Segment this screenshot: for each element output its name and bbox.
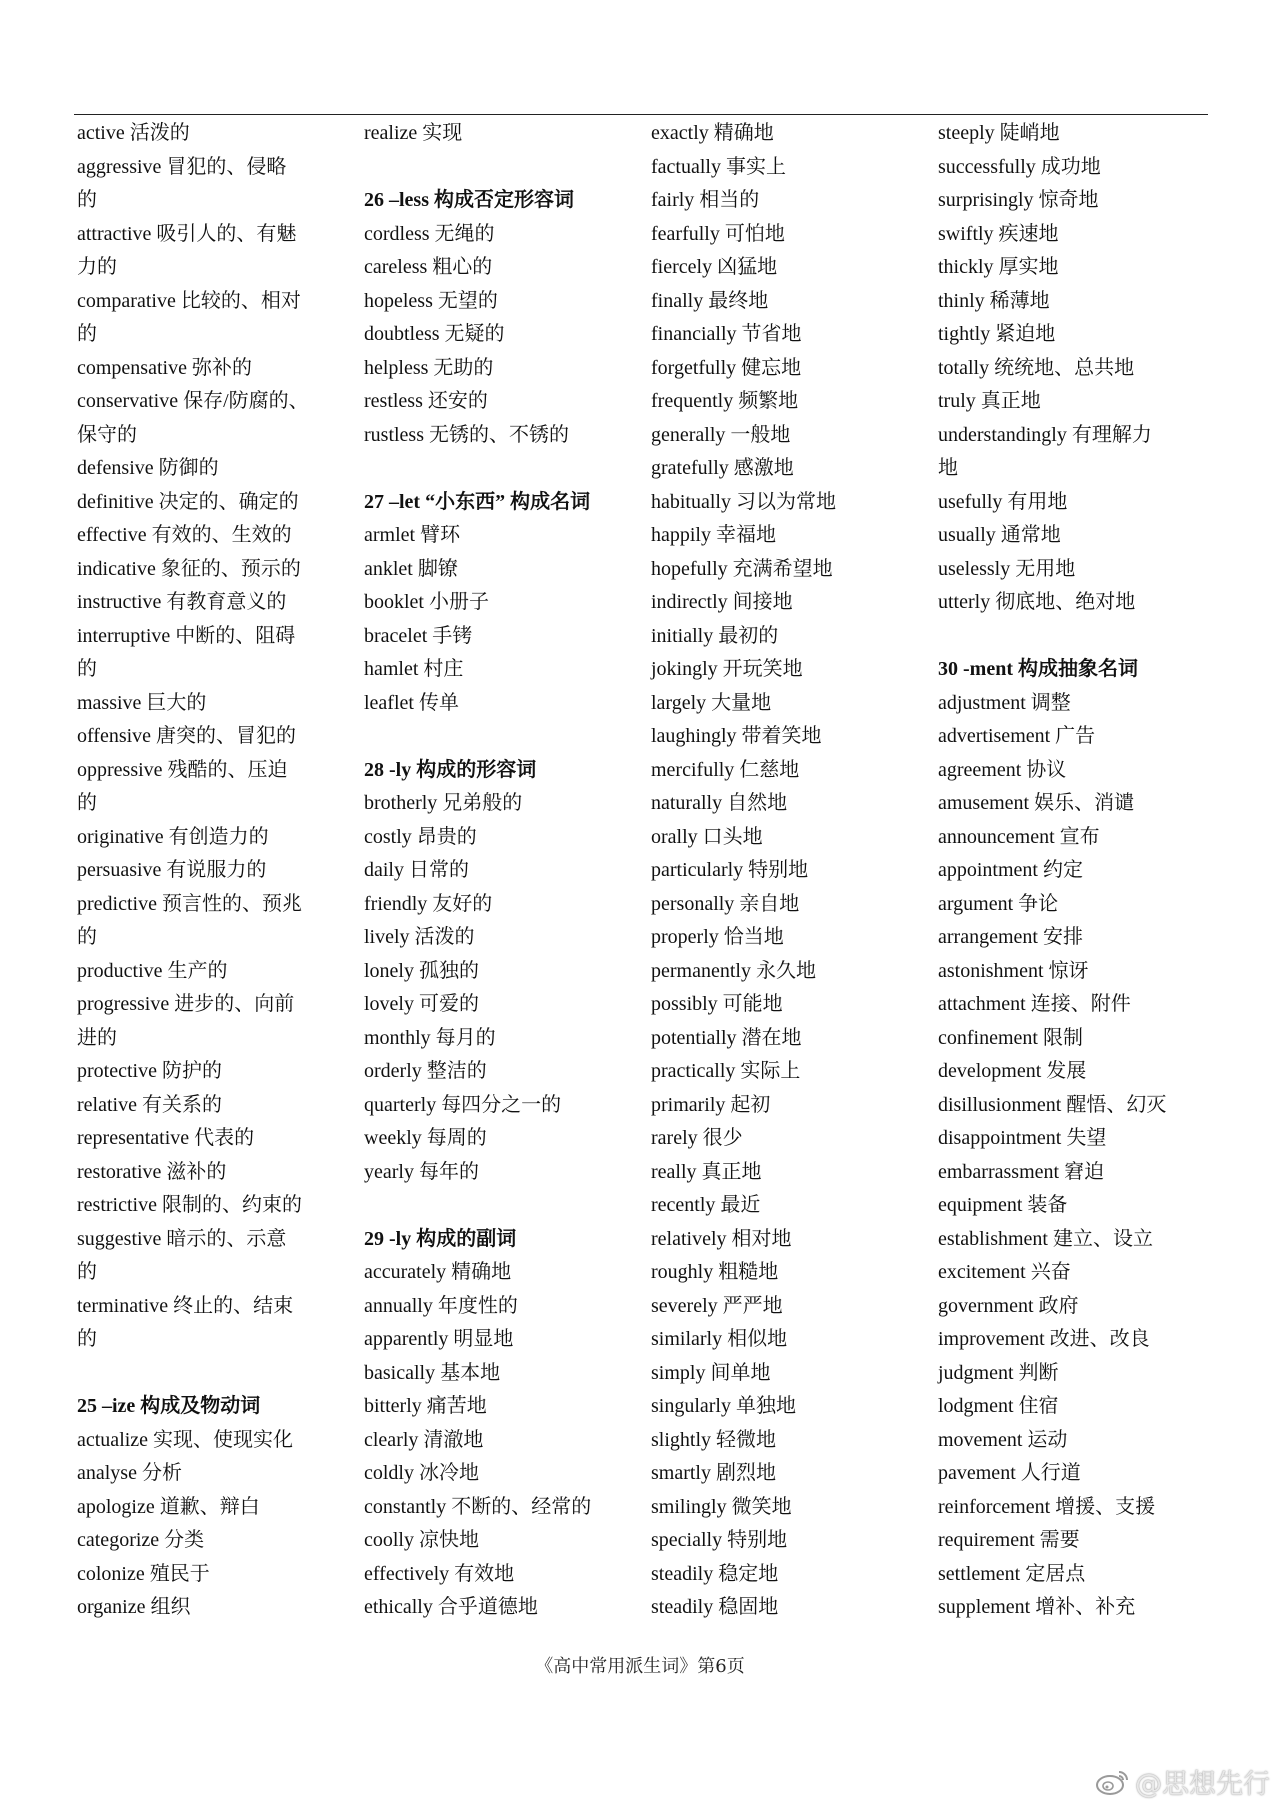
vocab-entry: disillusionment 醒悟、幻灭 (938, 1093, 1167, 1116)
vocab-entry: usefully 有用地 (938, 490, 1068, 513)
vocab-entry: smartly 剧烈地 (651, 1462, 776, 1484)
vocab-entry: exactly 精确地 (651, 122, 774, 144)
vocab-entry: organize 组织 (77, 1596, 191, 1618)
vocab-entry: analyse 分析 (77, 1462, 182, 1484)
vocab-entry: simply 间单地 (651, 1361, 771, 1384)
vocab-entry: development 发展 (938, 1060, 1087, 1082)
vocab-entry: actualize 实现、使现实化 (77, 1428, 294, 1451)
vocab-entry: recently 最近 (651, 1194, 761, 1216)
vocab-entry: advertisement 广告 (938, 725, 1096, 747)
vocab-entry: persuasive 有说服力的 (77, 859, 267, 881)
column-2 (364, 117, 639, 1625)
page-footer: 《高中常用派生词》第6页 (535, 1656, 745, 1677)
section-heading: 25 –ize 构成及物动词 (77, 1395, 261, 1417)
vocab-entry: orderly 整洁的 (364, 1060, 487, 1082)
vocab-entry: initially 最初的 (651, 624, 779, 647)
vocab-entry: cordless 无绳的 (364, 222, 495, 245)
vocab-entry: swiftly 疾速地 (938, 222, 1059, 245)
vocab-entry: constantly 不断的、经常的 (364, 1495, 592, 1518)
vocab-entry: finally 最终地 (651, 289, 769, 312)
vocab-entry: restrictive 限制的、约束的 (77, 1194, 302, 1216)
column-1 (77, 117, 352, 1625)
vocab-entry: jokingly 开玩笑地 (651, 658, 803, 680)
vocab-entry: largely 大量地 (651, 691, 772, 714)
vocab-entry: colonize 殖民于 (77, 1562, 210, 1585)
vocab-entry: apparently 明显地 (364, 1328, 514, 1350)
vocab-entry: doubtless 无疑的 (364, 323, 505, 345)
column-4 (938, 117, 1228, 1625)
vocab-entry: potentially 潜在地 (651, 1026, 802, 1049)
vocab-entry: relative 有关系的 (77, 1093, 222, 1116)
vocab-entry: restless 还安的 (364, 390, 488, 412)
vocab-entry: pavement 人行道 (938, 1462, 1081, 1484)
vocab-entry: announcement 宣布 (938, 825, 1100, 848)
vocab-entry: astonishment 惊讶 (938, 959, 1089, 982)
vocab-entry: judgment 判断 (938, 1361, 1059, 1384)
vocab-entry: careless 粗心的 (364, 256, 493, 278)
vocab-entry: steeply 陡峭地 (938, 122, 1060, 144)
vocab-entry: 的 (77, 792, 97, 814)
vocab-entry: frequently 频繁地 (651, 390, 799, 412)
vocab-entry: smilingly 微笑地 (651, 1495, 792, 1518)
vocab-entry: interruptive 中断的、阻碍 (77, 624, 296, 647)
vocab-entry: 的 (77, 189, 97, 211)
vocab-entry: protective 防护的 (77, 1060, 222, 1082)
vocab-entry: fairly 相当的 (651, 189, 760, 211)
vocab-entry: representative 代表的 (77, 1127, 255, 1149)
vocab-entry: helpless 无助的 (364, 356, 494, 379)
vocab-entry: excitement 兴奋 (938, 1261, 1071, 1283)
vocab-entry: settlement 定居点 (938, 1562, 1086, 1585)
vocab-entry: government 政府 (938, 1294, 1079, 1317)
vocab-entry: reinforcement 增援、支援 (938, 1495, 1156, 1518)
vocab-entry: fearfully 可怕地 (651, 222, 785, 245)
vocab-entry: weekly 每周的 (364, 1127, 487, 1149)
vocab-entry: attachment 连接、附件 (938, 993, 1131, 1015)
vocab-entry: oppressive 残酷的、压迫 (77, 758, 288, 781)
vocab-entry: arrangement 安排 (938, 926, 1083, 948)
vocab-entry: effective 有效的、生效的 (77, 524, 292, 546)
vocab-entry: improvement 改进、改良 (938, 1328, 1150, 1350)
vocab-entry: rarely 很少 (651, 1127, 743, 1149)
vocab-entry: armlet 臂环 (364, 524, 461, 546)
vocab-entry: offensive 唐突的、冒犯的 (77, 725, 297, 747)
vocab-entry: thickly 厚实地 (938, 256, 1059, 278)
vocab-entry: happily 幸福地 (651, 524, 776, 546)
vocab-entry: productive 生产的 (77, 959, 228, 982)
vocab-entry: hopeless 无望的 (364, 289, 498, 312)
vocab-entry: bitterly 痛苦地 (364, 1395, 487, 1417)
vocab-entry: comparative 比较的、相对 (77, 289, 301, 312)
vocab-entry: instructive 有教育意义的 (77, 591, 287, 613)
vocab-entry: clearly 清澈地 (364, 1428, 484, 1451)
vocab-entry: apologize 道歉、辩白 (77, 1495, 260, 1518)
top-rule (74, 114, 1208, 115)
vocab-entry: 进的 (77, 1026, 117, 1049)
vocab-entry: uselessly 无用地 (938, 557, 1076, 580)
vocab-entry: 的 (77, 323, 97, 345)
vocab-entry: financially 节省地 (651, 323, 802, 345)
vocab-entry: embarrassment 窘迫 (938, 1160, 1105, 1183)
vocab-entry: conservative 保存/防腐的、 (77, 390, 309, 412)
vocab-entry: movement 运动 (938, 1428, 1068, 1451)
vocab-entry: restorative 滋补的 (77, 1160, 227, 1183)
vocab-entry: fiercely 凶猛地 (651, 256, 778, 278)
column-3 (651, 117, 926, 1625)
vocab-entry: 力的 (77, 256, 117, 278)
vocab-entry: utterly 彻底地、绝对地 (938, 591, 1136, 613)
watermark (1095, 1762, 1270, 1801)
vocab-entry: 保守的 (77, 423, 137, 446)
vocab-entry: coldly 冰冷地 (364, 1462, 479, 1484)
vocab-entry: accurately 精确地 (364, 1261, 512, 1283)
section-heading: 28 -ly 构成的形容词 (364, 758, 537, 781)
vocab-entry: practically 实际上 (651, 1060, 801, 1082)
vocab-entry: 的 (77, 658, 97, 680)
blank-line (364, 720, 639, 754)
vocab-entry: 地 (938, 457, 958, 479)
vocab-entry: brotherly 兄弟般的 (364, 792, 523, 814)
vocab-entry: 的 (77, 926, 97, 948)
vocab-entry: definitive 决定的、确定的 (77, 490, 299, 513)
vocab-entry: appointment 约定 (938, 859, 1083, 881)
vocab-entry: lonely 孤独的 (364, 959, 479, 982)
vocab-entry: permanently 永久地 (651, 959, 816, 982)
vocab-entry: monthly 每月的 (364, 1026, 496, 1049)
vocab-entry: successfully 成功地 (938, 155, 1101, 178)
vocab-entry: quarterly 每四分之一的 (364, 1093, 562, 1116)
vocab-entry: coolly 凉快地 (364, 1529, 479, 1551)
vocab-entry: really 真正地 (651, 1160, 762, 1183)
vocab-entry: similarly 相似地 (651, 1328, 788, 1350)
vocab-entry: hamlet 村庄 (364, 658, 464, 680)
vocab-entry: primarily 起初 (651, 1093, 771, 1116)
vocab-entry: severely 严严地 (651, 1294, 783, 1317)
word-columns (77, 117, 1217, 1637)
vocab-entry: roughly 粗糙地 (651, 1261, 779, 1283)
vocab-entry: anklet 脚镣 (364, 557, 458, 580)
vocab-entry: properly 恰当地 (651, 926, 784, 948)
vocab-entry: steadily 稳固地 (651, 1596, 779, 1618)
blank-line (77, 1357, 352, 1391)
vocab-entry: compensative 弥补的 (77, 356, 252, 379)
vocab-entry: personally 亲自地 (651, 892, 800, 915)
vocab-entry: mercifully 仁慈地 (651, 758, 800, 781)
vocab-entry: amusement 娱乐、消谴 (938, 792, 1135, 814)
vocab-entry: argument 争论 (938, 892, 1059, 915)
vocab-entry: singularly 单独地 (651, 1395, 796, 1417)
vocab-entry: predictive 预言性的、预兆 (77, 892, 302, 915)
vocab-entry: leaflet 传单 (364, 691, 459, 714)
vocab-entry: aggressive 冒犯的、侵略 (77, 155, 287, 178)
vocab-entry: suggestive 暗示的、示意 (77, 1227, 287, 1250)
vocab-entry: laughingly 带着笑地 (651, 725, 822, 747)
vocab-entry: bracelet 手铐 (364, 624, 473, 647)
vocab-entry: basically 基本地 (364, 1361, 501, 1384)
section-heading: 29 -ly 构成的副词 (364, 1227, 517, 1250)
vocab-entry: 的 (77, 1261, 97, 1283)
vocab-entry: tightly 紧迫地 (938, 323, 1056, 345)
vocab-entry: thinly 稀薄地 (938, 289, 1050, 312)
vocab-entry: understandingly 有理解力 (938, 423, 1152, 446)
vocab-entry: disappointment 失望 (938, 1127, 1107, 1149)
vocab-entry: adjustment 调整 (938, 691, 1071, 714)
vocab-entry: hopefully 充满希望地 (651, 557, 833, 580)
vocab-entry: attractive 吸引人的、有魅 (77, 222, 297, 245)
vocab-entry: realize 实现 (364, 122, 463, 144)
vocab-entry: 的 (77, 1328, 97, 1350)
vocab-entry: daily 日常的 (364, 859, 469, 881)
vocab-entry: annually 年度性的 (364, 1294, 518, 1317)
vocab-entry: progressive 进步的、向前 (77, 993, 295, 1015)
vocab-entry: naturally 自然地 (651, 792, 788, 814)
vocab-entry: lively 活泼的 (364, 926, 475, 948)
vocab-entry: requirement 需要 (938, 1529, 1080, 1551)
vocab-entry: lovely 可爱的 (364, 993, 479, 1015)
vocab-entry: indicative 象征的、预示的 (77, 557, 301, 580)
blank-line (364, 1189, 639, 1223)
weibo-logo-icon (1095, 1768, 1129, 1796)
vocab-entry: truly 真正地 (938, 390, 1041, 412)
section-heading: 26 –less 构成否定形容词 (364, 189, 574, 211)
blank-line (364, 151, 639, 185)
vocab-entry: active 活泼的 (77, 122, 190, 144)
vocab-entry: totally 统统地、总共地 (938, 356, 1135, 379)
vocab-entry: particularly 特别地 (651, 859, 809, 881)
vocab-entry: defensive 防御的 (77, 457, 219, 479)
vocab-entry: gratefully 感激地 (651, 457, 794, 479)
vocab-entry: slightly 轻微地 (651, 1428, 777, 1451)
vocab-entry: indirectly 间接地 (651, 591, 793, 613)
section-heading: 27 –let “小东西” 构成名词 (364, 490, 591, 513)
vocab-entry: usually 通常地 (938, 524, 1061, 546)
vocab-entry: yearly 每年的 (364, 1160, 479, 1183)
vocab-entry: originative 有创造力的 (77, 825, 269, 848)
vocab-entry: confinement 限制 (938, 1026, 1083, 1049)
vocab-entry: factually 事实上 (651, 155, 786, 178)
vocab-entry: habitually 习以为常地 (651, 490, 836, 513)
vocab-entry: terminative 终止的、结束 (77, 1294, 294, 1317)
blank-line (364, 452, 639, 486)
vocab-entry: categorize 分类 (77, 1529, 205, 1551)
vocab-entry: friendly 友好的 (364, 892, 493, 915)
vocab-entry: effectively 有效地 (364, 1562, 515, 1585)
vocab-entry: surprisingly 惊奇地 (938, 189, 1099, 211)
vocab-entry: relatively 相对地 (651, 1227, 792, 1250)
vocab-entry: lodgment 住宿 (938, 1395, 1059, 1417)
vocab-entry: costly 昂贵的 (364, 825, 477, 848)
blank-line (938, 620, 1228, 654)
vocab-entry: massive 巨大的 (77, 691, 207, 714)
vocab-entry: possibly 可能地 (651, 993, 783, 1015)
vocab-entry: rustless 无锈的、不锈的 (364, 423, 569, 446)
vocab-entry: agreement 协议 (938, 758, 1067, 781)
vocab-entry: generally 一般地 (651, 423, 791, 446)
vocab-entry: booklet 小册子 (364, 591, 489, 613)
section-heading: 30 -ment 构成抽象名词 (938, 658, 1138, 680)
vocab-entry: supplement 增补、补充 (938, 1596, 1136, 1618)
vocab-entry: steadily 稳定地 (651, 1562, 779, 1585)
watermark-text: @思想先行 (1135, 1769, 1270, 1800)
vocab-entry: establishment 建立、设立 (938, 1227, 1153, 1250)
vocab-entry: ethically 合乎道德地 (364, 1596, 538, 1618)
vocab-entry: forgetfully 健忘地 (651, 356, 802, 379)
vocab-entry: orally 口头地 (651, 825, 763, 848)
vocab-entry: equipment 装备 (938, 1194, 1068, 1216)
vocab-entry: specially 特别地 (651, 1529, 788, 1551)
